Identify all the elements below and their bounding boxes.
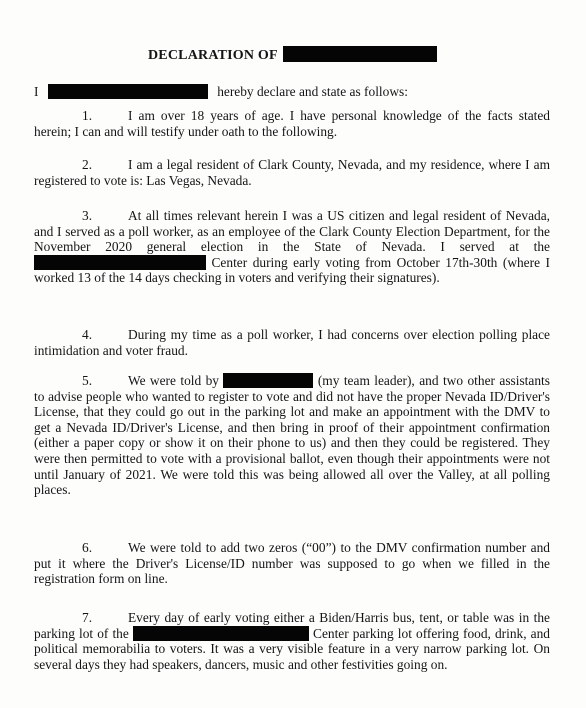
paragraph-text-part-a: Every day of early voting either a Biden/Harris bus, tent, or table was in the parking lot of the (34, 610, 550, 641)
paragraph-6 (34, 540, 550, 587)
intro-prefix: I (34, 84, 39, 99)
paragraph-number: 5. (82, 373, 93, 388)
paragraph-number: 7. (82, 610, 93, 625)
paragraph-text-part-a: At all times relevant herein I was a US citizen and legal resident of Nevada, and I served as a poll worker, as an employee of the Clark County Election Department, for the November 2020 general election in the State of Nevada. I served at the (34, 208, 550, 255)
paragraph-3 (34, 208, 550, 286)
paragraph-number: 4. (82, 327, 93, 342)
paragraph-text: We were told to add two zeros (“00”) to the DMV confirmation number and put it where the Driver's License/ID number was supposed to go when we filled in the registration form on line. (34, 540, 550, 587)
page-title (148, 46, 437, 64)
paragraph-2 (34, 157, 550, 188)
redaction-bar-declarant (48, 84, 208, 99)
redaction-bar-center-2 (133, 626, 309, 641)
paragraph-text-part-b: Center during early voting from October 17th-30th (where I worked 13 of the 14 days checking in voters and verifying their signatures). (34, 254, 550, 286)
paragraph-text-part-a: We were told by (128, 373, 219, 388)
paragraph-text: I am over 18 years of age. I have personal knowledge of the facts stated herein; I can and will testify under oath to the following. (34, 108, 550, 139)
paragraph-1 (34, 108, 550, 139)
paragraph-number: 1. (82, 108, 93, 123)
paragraph-4 (34, 327, 550, 358)
paragraph-7 (34, 610, 550, 672)
intro-suffix: hereby declare and state as follows: (217, 84, 408, 99)
title-text: DECLARATION OF (148, 48, 278, 63)
paragraph-text-part-b: Center parking lot offering food, drink, and political memorabilia to voters. It was a very visible feature in a very narrow parking lot. On several days they had speakers, dancers, music and other festivities going on. (34, 625, 550, 672)
paragraph-text: During my time as a poll worker, I had concerns over election polling place intimidation and voter fraud. (34, 327, 550, 358)
paragraph-5 (34, 373, 550, 498)
intro-line (34, 84, 408, 100)
paragraph-number: 3. (82, 208, 93, 223)
redaction-bar-name (283, 46, 437, 62)
paragraph-number: 6. (82, 540, 93, 555)
redaction-bar-team-leader (223, 373, 313, 388)
paragraph-text: I am a legal resident of Clark County, Nevada, and my residence, where I am registered to vote is: Las Vegas, Nevada. (34, 157, 550, 188)
redaction-bar-center (34, 255, 206, 270)
paragraph-number: 2. (82, 157, 93, 172)
paragraph-text-part-b: (my team leader), and two other assistants to advise people who wanted to register to vote and did not have the proper Nevada ID/Driver's License, that they could go out in the parking lot and make an appointment with the DMV to get a Nevada ID/Driver's License, and then bring in proof of their appointment confirmation (either a paper copy or show it on their phone to us) and then they could be registered. They were then permitted to vote with a provisional ballot, even though their appointments were not until January of 2021. We were told this was being allowed all over the Valley, at all polling places. (34, 373, 550, 498)
